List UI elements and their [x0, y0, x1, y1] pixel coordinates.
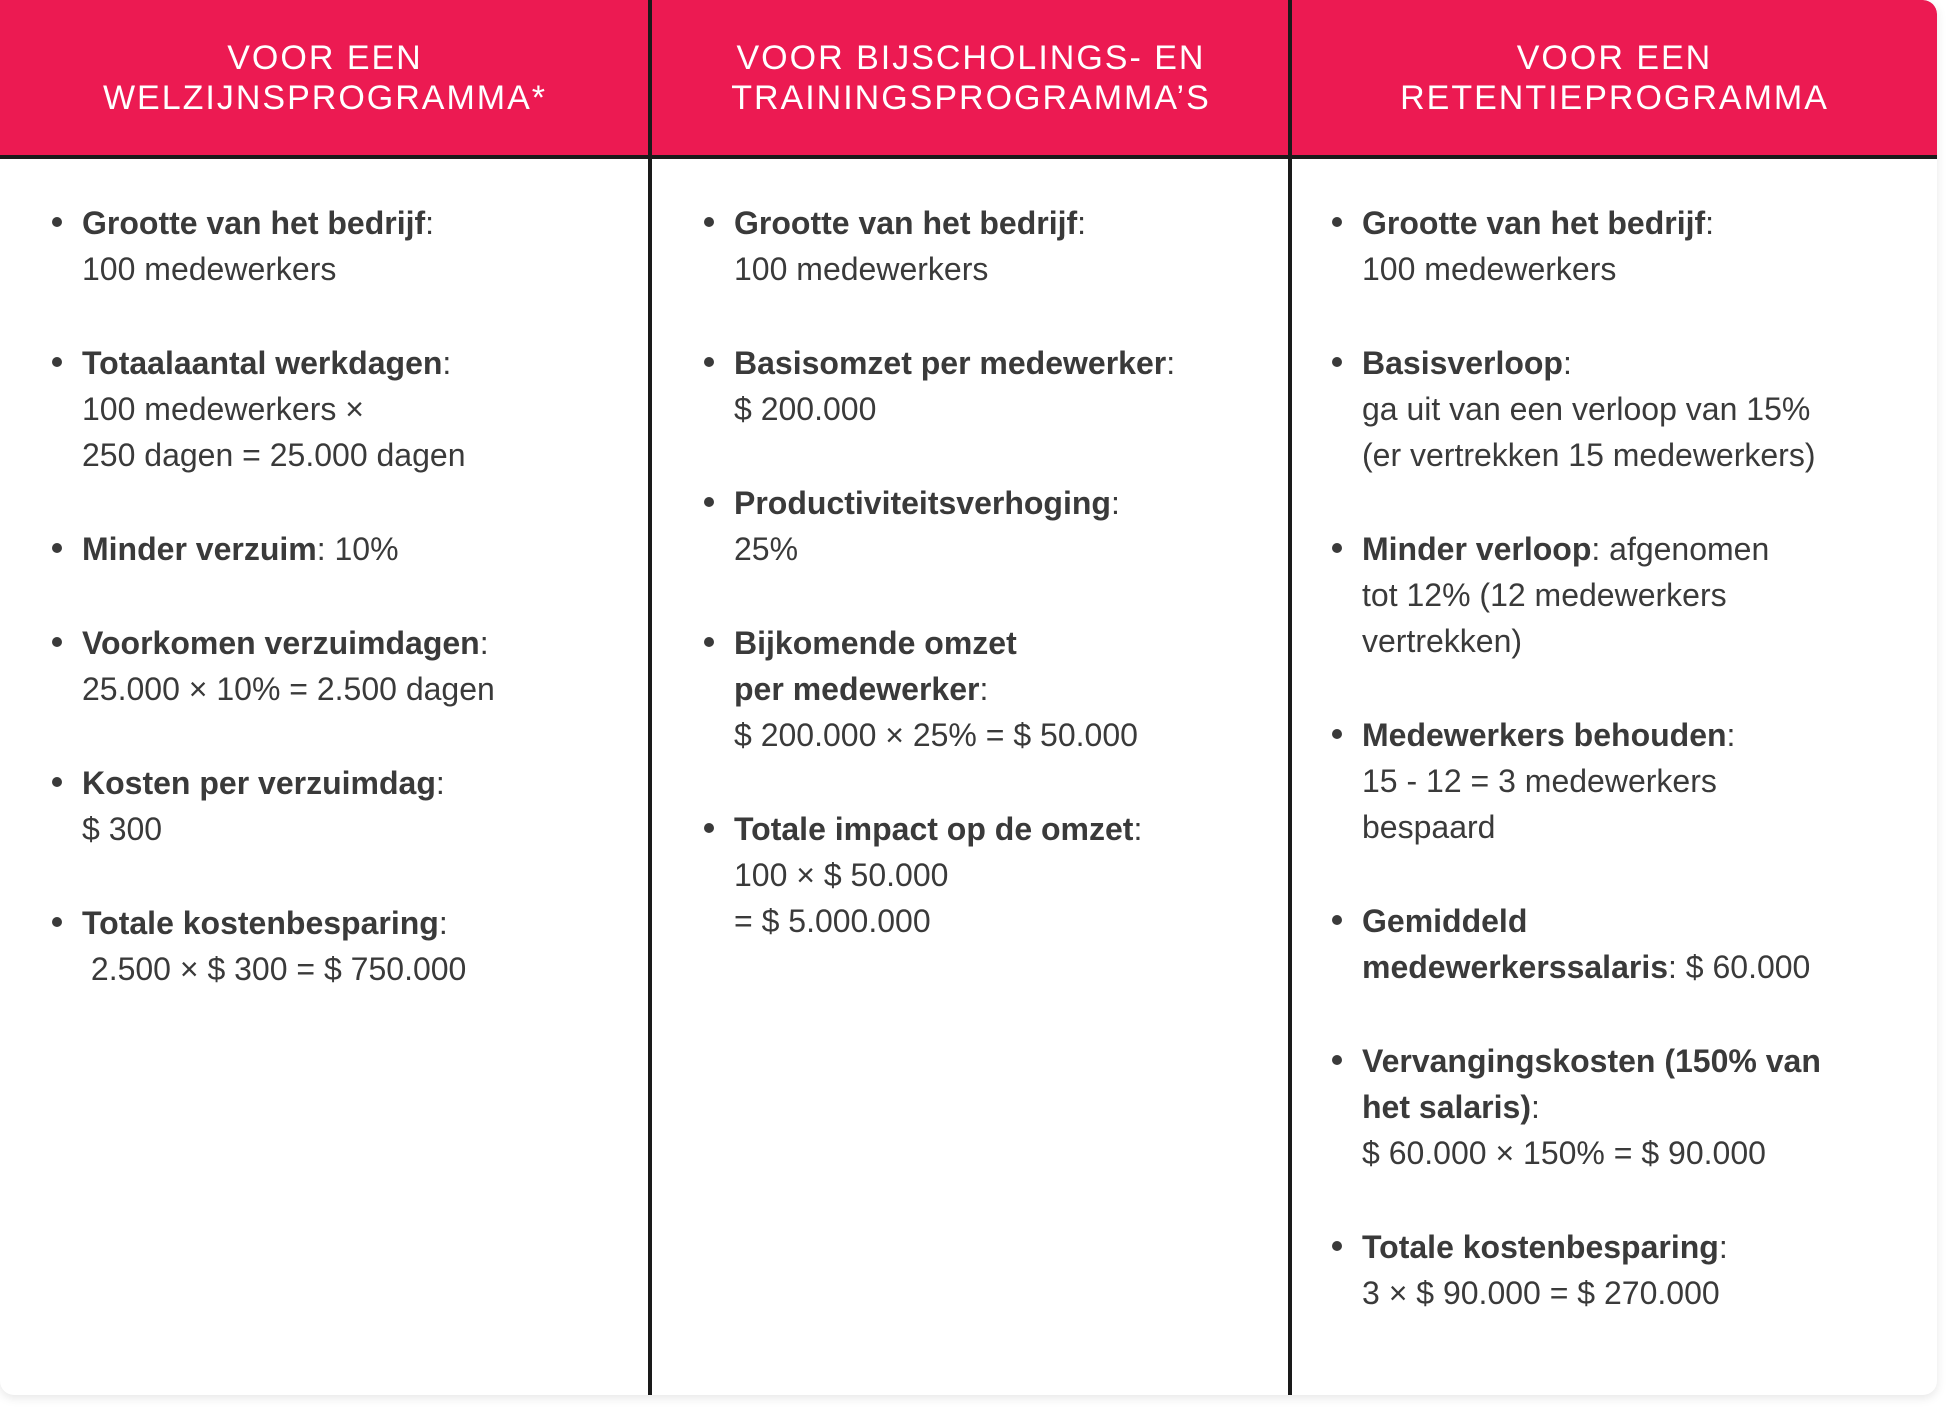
title-line: TRAININGSPROGRAMMA’S	[731, 78, 1211, 117]
list-item	[1332, 1224, 1932, 1316]
item-label: Basisverloop	[1362, 345, 1563, 381]
item-value: $ 200.000 × 25% = $ 50.000	[734, 717, 1138, 753]
item-label: Minder verloop	[1362, 531, 1592, 567]
column-divider	[1288, 0, 1292, 1395]
list-item	[1332, 200, 1932, 292]
item-value: bespaard	[1362, 809, 1496, 845]
item-label: Totale kostenbesparing	[1362, 1229, 1719, 1265]
item-value: 3 × $ 90.000 = $ 270.000	[1362, 1275, 1720, 1311]
item-value: 250 dagen = 25.000 dagen	[82, 437, 466, 473]
list-item	[704, 340, 1274, 432]
item-label: Basisomzet per medewerker	[734, 345, 1167, 381]
item-label: Grootte van het bedrijf	[82, 205, 426, 241]
item-value: vertrekken)	[1362, 623, 1523, 659]
list-item	[1332, 898, 1932, 990]
item-value: 100 × $ 50.000	[734, 857, 949, 893]
item-value: 100 medewerkers	[734, 251, 989, 287]
item-value: tot 12% (12 medewerkers	[1362, 577, 1727, 613]
item-value: $ 60.000 × 150% = $ 90.000	[1362, 1135, 1766, 1171]
item-label: het salaris)	[1362, 1089, 1531, 1125]
item-label: Productiviteitsverhoging	[734, 485, 1111, 521]
item-value: ga uit van een verloop van 15%	[1362, 391, 1811, 427]
table-header	[0, 0, 1937, 159]
item-label: Minder verzuim	[82, 531, 317, 567]
item-label: per medewerker	[734, 671, 980, 707]
title-line: WELZIJNSPROGRAMMA*	[102, 78, 548, 117]
title-line: VOOR EEN	[1516, 38, 1713, 77]
item-suffix: :	[1166, 345, 1176, 381]
item-suffix: :	[425, 205, 435, 241]
item-suffix: :	[1705, 205, 1715, 241]
item-label: Voorkomen verzuimdagen	[82, 625, 480, 661]
list-item	[52, 200, 632, 292]
column-title-training	[654, 0, 1288, 155]
item-value: 100 medewerkers	[1362, 251, 1617, 287]
column-training	[704, 200, 1274, 944]
list-item	[1332, 340, 1932, 478]
item-suffix: :	[979, 671, 989, 707]
item-suffix: : 10%	[316, 531, 399, 567]
list-item	[704, 620, 1274, 758]
list-item	[704, 480, 1274, 572]
item-suffix: :	[479, 625, 489, 661]
item-value: 100 medewerkers ×	[82, 391, 364, 427]
item-label: Vervangingskosten (150% van	[1362, 1043, 1821, 1079]
item-value: $ 300	[82, 811, 163, 847]
item-suffix: : afgenomen	[1591, 531, 1770, 567]
item-suffix: :	[442, 345, 452, 381]
item-label: Gemiddeld	[1362, 903, 1528, 939]
list-item	[1332, 1038, 1932, 1176]
list-item	[1332, 526, 1932, 664]
item-label: Totale kostenbesparing	[82, 905, 439, 941]
title-line: VOOR BIJSCHOLINGS- EN	[736, 38, 1206, 77]
item-suffix: :	[1530, 1089, 1540, 1125]
item-label: Medewerkers behouden	[1362, 717, 1727, 753]
list-item	[704, 200, 1274, 292]
list-item	[52, 526, 632, 572]
item-suffix: :	[1133, 811, 1143, 847]
item-value: 25%	[734, 531, 799, 567]
item-value: $ 200.000	[734, 391, 877, 427]
item-suffix: :	[435, 765, 445, 801]
item-label: Kosten per verzuimdag	[82, 765, 436, 801]
item-value: (er vertrekken 15 medewerkers)	[1362, 437, 1816, 473]
title-line: RETENTIEPROGRAMMA	[1400, 78, 1829, 117]
item-value: 2.500 × $ 300 = $ 750.000	[82, 951, 467, 987]
column-divider	[648, 0, 652, 1395]
item-value: 100 medewerkers	[82, 251, 337, 287]
item-label: Bijkomende omzet	[734, 625, 1017, 661]
column-wellness	[52, 200, 632, 1042]
list-item	[704, 806, 1274, 944]
item-suffix: :	[1077, 205, 1087, 241]
item-suffix: :	[1110, 485, 1120, 521]
item-suffix: :	[1718, 1229, 1728, 1265]
list-item	[52, 340, 632, 478]
item-suffix: :	[438, 905, 448, 941]
item-label: medewerkerssalaris	[1362, 949, 1668, 985]
list-item	[52, 620, 632, 712]
list-item	[52, 900, 632, 992]
item-label: Totaalaantal werkdagen	[82, 345, 443, 381]
item-suffix: : $ 60.000	[1668, 949, 1811, 985]
item-value: 25.000 × 10% = 2.500 dagen	[82, 671, 495, 707]
item-value: = $ 5.000.000	[734, 903, 931, 939]
list-item	[1332, 712, 1932, 850]
item-label: Grootte van het bedrijf	[734, 205, 1078, 241]
list-item	[52, 760, 632, 852]
column-title-wellness	[0, 0, 650, 155]
item-suffix: :	[1726, 717, 1736, 753]
item-label: Totale impact op de omzet	[734, 811, 1134, 847]
item-value: 15 - 12 = 3 medewerkers	[1362, 763, 1717, 799]
title-line: VOOR EEN	[227, 38, 423, 77]
column-title-retention	[1292, 0, 1937, 155]
item-label: Grootte van het bedrijf	[1362, 205, 1706, 241]
column-retention	[1332, 200, 1932, 1316]
item-suffix: :	[1562, 345, 1572, 381]
